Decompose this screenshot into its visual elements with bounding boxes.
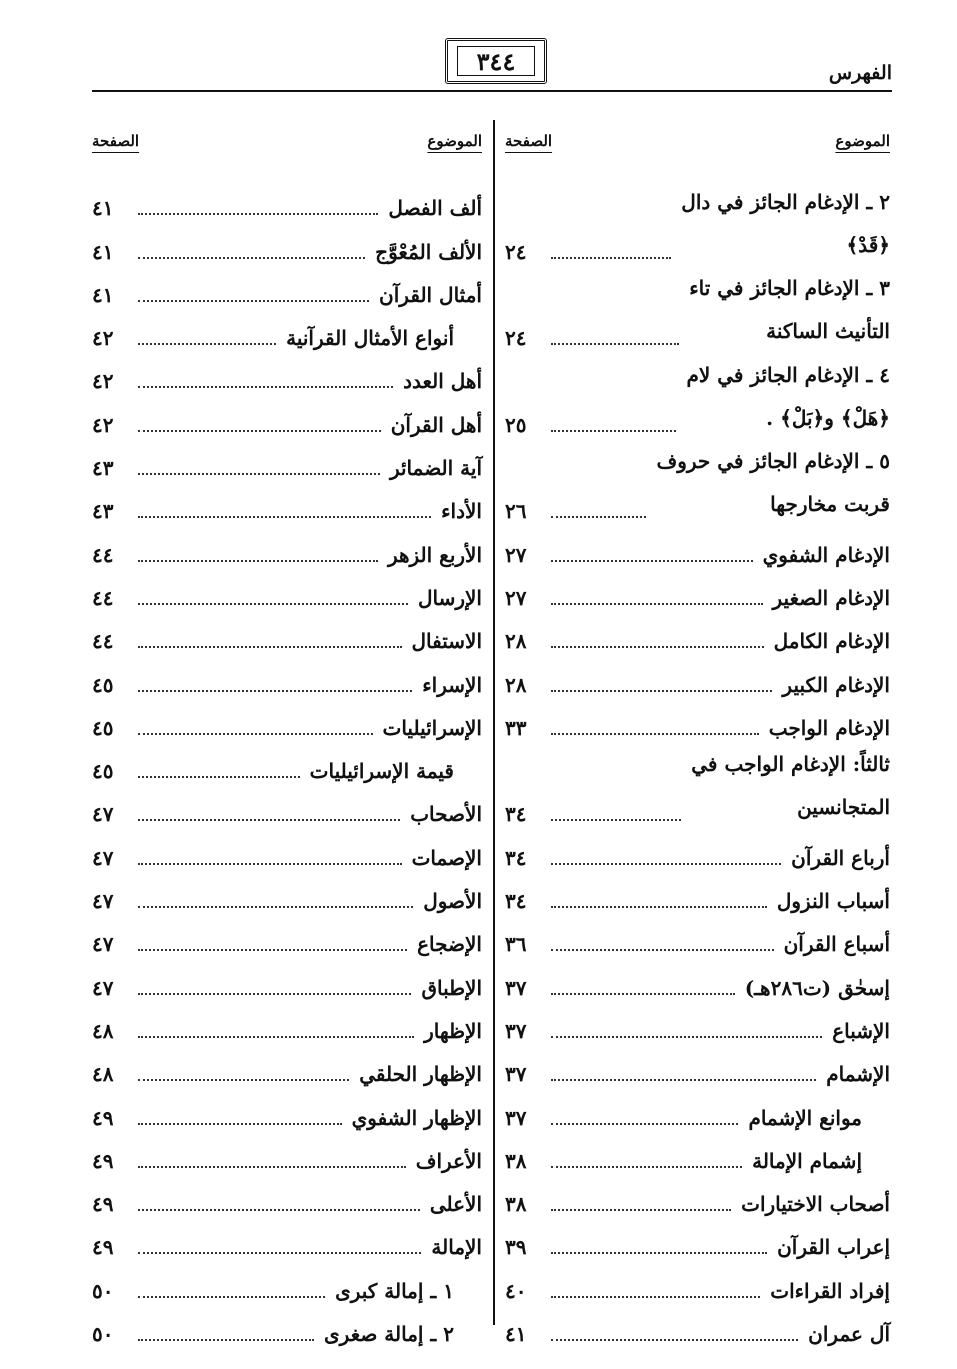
index-entry bbox=[505, 353, 890, 440]
dot-leader bbox=[138, 993, 411, 995]
index-entry bbox=[92, 570, 482, 613]
dot-leader bbox=[551, 343, 679, 345]
entry-topic-line: ٤ ـ الإدغام الجائز في لام bbox=[686, 362, 890, 387]
entry-topic: أهل العدد bbox=[403, 369, 482, 394]
entry-topic: الأعراف bbox=[415, 1148, 482, 1173]
entry-page-number: ٣٣ bbox=[505, 715, 527, 740]
dot-leader bbox=[551, 863, 781, 865]
dot-leader bbox=[551, 1123, 738, 1125]
entry-topic: الإصمات bbox=[411, 845, 482, 870]
entry-page-number: ٤٩ bbox=[92, 1105, 114, 1130]
entry-topic: الإسراء bbox=[422, 672, 482, 697]
entry-topic: أنواع الأمثال القرآنية bbox=[286, 326, 454, 351]
entry-page-number: ٤٢ bbox=[92, 412, 114, 437]
index-entry bbox=[92, 613, 482, 656]
entry-page-number: ٥٠ bbox=[92, 1322, 114, 1347]
index-entry bbox=[92, 959, 482, 1002]
dot-leader bbox=[138, 213, 378, 215]
entry-topic: ٢ ـ إمالة صغرى bbox=[324, 1322, 454, 1347]
left-column bbox=[92, 118, 482, 1349]
dot-leader bbox=[551, 733, 759, 735]
header-rule bbox=[92, 90, 892, 92]
entry-topic: أهل القرآن bbox=[390, 412, 482, 437]
entry-topic: الإسرائيليات bbox=[382, 715, 482, 740]
entry-topic: الإظهار الشفوي bbox=[351, 1105, 482, 1130]
entry-page-number: ٤٧ bbox=[92, 845, 114, 870]
page-heading: الصفحة bbox=[505, 132, 553, 150]
index-entry bbox=[505, 1262, 890, 1305]
right-column-header bbox=[505, 118, 890, 180]
dot-leader bbox=[551, 430, 676, 432]
entry-page-number: ٤٨ bbox=[92, 1062, 114, 1087]
entry-page-number: ٤٠ bbox=[505, 1278, 527, 1303]
index-entry bbox=[92, 267, 482, 310]
dot-leader bbox=[551, 1036, 822, 1038]
index-entry bbox=[92, 1089, 482, 1132]
entry-page-number: ٤١ bbox=[92, 282, 114, 307]
dot-leader bbox=[551, 1296, 760, 1298]
dot-leader bbox=[138, 343, 276, 345]
page-heading: الصفحة bbox=[92, 132, 140, 150]
entry-page-number: ٣٤ bbox=[505, 845, 527, 870]
index-entry bbox=[505, 1306, 890, 1349]
entry-topic: الإظهار bbox=[424, 1018, 482, 1043]
entry-topic: الإرسال bbox=[417, 585, 482, 610]
dot-leader bbox=[138, 733, 373, 735]
dot-leader bbox=[551, 1209, 731, 1211]
index-entry bbox=[505, 570, 890, 613]
entry-page-number: ٣٤ bbox=[505, 802, 527, 827]
entry-topic: أمثال القرآن bbox=[379, 282, 482, 307]
dot-leader bbox=[551, 1166, 742, 1168]
index-entry bbox=[92, 656, 482, 699]
column-divider bbox=[493, 120, 495, 1325]
entry-topic: الأربع الزهر bbox=[387, 542, 482, 567]
index-entry bbox=[92, 700, 482, 743]
entry-topic: الأعلى bbox=[429, 1192, 482, 1217]
entry-page-number: ٢٧ bbox=[505, 585, 527, 610]
entry-page-number: ٢٥ bbox=[505, 412, 527, 437]
entry-topic: آية الضمائر bbox=[389, 456, 482, 481]
entry-page-number: ٤٨ bbox=[92, 1018, 114, 1043]
left-entry-list bbox=[92, 180, 482, 1349]
entry-page-number: ٤٧ bbox=[92, 889, 114, 914]
entry-topic: الإشباع bbox=[832, 1018, 890, 1043]
entry-topic: قيمة الإسرائيليات bbox=[309, 759, 454, 784]
entry-topic: الإدغام الشفوي bbox=[762, 542, 890, 567]
dot-leader bbox=[138, 949, 407, 951]
index-entry bbox=[505, 1003, 890, 1046]
entry-page-number: ٣٦ bbox=[505, 932, 527, 957]
entry-topic: الإطباق bbox=[421, 975, 482, 1000]
entry-page-number: ٤٩ bbox=[92, 1235, 114, 1260]
entry-page-number: ٤٢ bbox=[92, 369, 114, 394]
dot-leader bbox=[138, 560, 378, 562]
entry-page-number: ٤٣ bbox=[92, 499, 114, 524]
entry-topic: إعراب القرآن bbox=[777, 1235, 890, 1260]
index-entry bbox=[505, 267, 890, 354]
index-entry bbox=[505, 743, 890, 830]
index-entry bbox=[92, 873, 482, 916]
dot-leader bbox=[138, 646, 402, 648]
index-entry bbox=[505, 829, 890, 872]
index-entry bbox=[92, 829, 482, 872]
index-entry bbox=[92, 743, 482, 786]
entry-page-number: ٤١ bbox=[92, 239, 114, 264]
entry-topic-line: ﴿قَدْ﴾ bbox=[846, 232, 890, 257]
dot-leader bbox=[551, 1339, 798, 1341]
dot-leader bbox=[138, 1079, 349, 1081]
index-entry bbox=[505, 700, 890, 743]
index-entry bbox=[505, 1219, 890, 1262]
index-entry bbox=[92, 180, 482, 223]
entry-topic: الاستفال bbox=[411, 629, 482, 654]
entry-topic: الإظهار الحلقي bbox=[359, 1062, 482, 1087]
dot-leader bbox=[138, 386, 393, 388]
entry-page-number: ٤٥ bbox=[92, 672, 114, 697]
entry-page-number: ٣٩ bbox=[505, 1235, 527, 1260]
entry-page-number: ٥٠ bbox=[92, 1278, 114, 1303]
topic-heading: الموضوع bbox=[427, 132, 482, 150]
entry-topic: الألف المُعْوَّج bbox=[375, 239, 482, 264]
dot-leader bbox=[138, 906, 413, 908]
entry-topic: الأداء bbox=[441, 499, 482, 524]
entry-topic: أسباب النزول bbox=[776, 889, 890, 914]
index-entry bbox=[92, 786, 482, 829]
entry-page-number: ٣٧ bbox=[505, 975, 527, 1000]
dot-leader bbox=[551, 560, 753, 562]
entry-page-number: ٤٧ bbox=[92, 802, 114, 827]
dot-leader bbox=[138, 1252, 421, 1254]
index-entry bbox=[92, 353, 482, 396]
index-entry bbox=[505, 1089, 890, 1132]
entry-page-number: ٣٨ bbox=[505, 1148, 527, 1173]
entry-topic: أرباع القرآن bbox=[791, 845, 890, 870]
entry-page-number: ٢٦ bbox=[505, 499, 527, 524]
entry-page-number: ٤٤ bbox=[92, 629, 114, 654]
entry-topic: موانع الإشمام bbox=[748, 1105, 862, 1130]
entry-page-number: ٤٧ bbox=[92, 932, 114, 957]
entry-topic: الأصول bbox=[423, 889, 482, 914]
entry-topic: الإدغام الكبير bbox=[782, 672, 890, 697]
dot-leader bbox=[138, 1166, 406, 1168]
index-entry bbox=[505, 1133, 890, 1176]
right-entry-list bbox=[505, 180, 890, 1349]
page-number: ٣٤٤ bbox=[457, 46, 535, 76]
left-column-header bbox=[92, 118, 482, 180]
index-entry bbox=[92, 1003, 482, 1046]
dot-leader bbox=[138, 257, 365, 259]
index-entry bbox=[92, 440, 482, 483]
dot-leader bbox=[138, 863, 402, 865]
entry-page-number: ٢٨ bbox=[505, 672, 527, 697]
dot-leader bbox=[138, 300, 369, 302]
entry-page-number: ٤٣ bbox=[92, 456, 114, 481]
entry-page-number: ٤٥ bbox=[92, 715, 114, 740]
entry-page-number: ٢٤ bbox=[505, 326, 527, 351]
entry-topic-line: ٥ ـ الإدغام الجائز في حروف bbox=[656, 449, 890, 474]
index-entry bbox=[505, 440, 890, 527]
index-entry bbox=[92, 483, 482, 526]
entry-topic: أصحاب الاختيارات bbox=[741, 1192, 890, 1217]
entry-topic-line: ٣ ـ الإدغام الجائز في تاء bbox=[689, 276, 890, 301]
entry-topic: الإضجاع bbox=[417, 932, 482, 957]
index-entry bbox=[92, 310, 482, 353]
index-entry bbox=[505, 613, 890, 656]
entry-topic-line: التأنيث الساكنة bbox=[766, 319, 890, 344]
index-entry bbox=[505, 1046, 890, 1089]
entry-page-number: ٤٢ bbox=[92, 326, 114, 351]
entry-topic: الإمالة bbox=[431, 1235, 482, 1260]
index-entry bbox=[505, 873, 890, 916]
entry-topic: الإدغام الكامل bbox=[773, 629, 890, 654]
dot-leader bbox=[551, 257, 671, 259]
entry-topic: ١ ـ إمالة كبرى bbox=[335, 1278, 454, 1303]
entry-topic-line: ﴿هَلْ﴾ و﴿بَلْ﴾ . bbox=[766, 405, 890, 430]
entry-page-number: ٤٧ bbox=[92, 975, 114, 1000]
dot-leader bbox=[138, 690, 412, 692]
index-entry bbox=[505, 916, 890, 959]
entry-page-number: ٤١ bbox=[505, 1322, 527, 1347]
dot-leader bbox=[138, 473, 380, 475]
dot-leader bbox=[138, 819, 400, 821]
dot-leader bbox=[551, 993, 735, 995]
index-entry bbox=[92, 1046, 482, 1089]
entry-page-number: ٣٧ bbox=[505, 1062, 527, 1087]
entry-page-number: ٢٧ bbox=[505, 542, 527, 567]
entry-topic: الأصحاب bbox=[410, 802, 482, 827]
page-number-frame bbox=[445, 38, 547, 84]
entry-topic-line: ثالثاً: الإدغام الواجب في bbox=[691, 752, 890, 777]
index-entry bbox=[505, 526, 890, 569]
dot-leader bbox=[551, 516, 646, 518]
dot-leader bbox=[551, 1079, 816, 1081]
entry-page-number: ٣٨ bbox=[505, 1192, 527, 1217]
dot-leader bbox=[551, 819, 681, 821]
dot-leader bbox=[551, 906, 767, 908]
dot-leader bbox=[551, 603, 763, 605]
page-header bbox=[92, 38, 892, 94]
index-entry bbox=[92, 526, 482, 569]
entry-page-number: ٤٥ bbox=[92, 759, 114, 784]
dot-leader bbox=[138, 430, 381, 432]
entry-page-number: ٣٤ bbox=[505, 889, 527, 914]
dot-leader bbox=[551, 1252, 767, 1254]
entry-page-number: ٤٤ bbox=[92, 585, 114, 610]
dot-leader bbox=[138, 1339, 314, 1341]
dot-leader bbox=[138, 1209, 420, 1211]
entry-page-number: ٤٩ bbox=[92, 1148, 114, 1173]
index-entry bbox=[92, 1306, 482, 1349]
entry-topic: إشمام الإمالة bbox=[752, 1148, 862, 1173]
entry-topic-line: المتجانسين bbox=[797, 795, 890, 820]
dot-leader bbox=[551, 690, 772, 692]
index-entry bbox=[92, 916, 482, 959]
entry-topic: إفراد القراءات bbox=[770, 1278, 890, 1303]
entry-page-number: ٤١ bbox=[92, 196, 114, 221]
entry-topic-line: ٢ ـ الإدغام الجائز في دال bbox=[681, 189, 890, 214]
entry-page-number: ٤٤ bbox=[92, 542, 114, 567]
entry-topic-line: قربت مخارجها bbox=[770, 492, 890, 517]
entry-topic: الإشمام bbox=[826, 1062, 890, 1087]
index-entry bbox=[92, 1262, 482, 1305]
dot-leader bbox=[138, 516, 431, 518]
index-entry bbox=[92, 1133, 482, 1176]
index-entry bbox=[505, 656, 890, 699]
index-title: الفهرس bbox=[828, 62, 892, 84]
entry-page-number: ٢٨ bbox=[505, 629, 527, 654]
entry-page-number: ٤٩ bbox=[92, 1192, 114, 1217]
topic-heading: الموضوع bbox=[835, 132, 890, 150]
dot-leader bbox=[138, 776, 300, 778]
index-entry bbox=[92, 223, 482, 266]
dot-leader bbox=[138, 1036, 414, 1038]
entry-page-number: ٢٤ bbox=[505, 239, 527, 264]
entry-topic bbox=[683, 267, 890, 353]
entry-topic: الإدغام الصغير bbox=[772, 585, 890, 610]
index-entry bbox=[505, 180, 890, 267]
entry-topic: الإدغام الواجب bbox=[768, 715, 890, 740]
dot-leader bbox=[138, 1296, 325, 1298]
dot-leader bbox=[551, 646, 764, 648]
entry-topic: إسحٰق (ت٢٨٦هـ) bbox=[744, 975, 890, 1000]
index-entry bbox=[92, 1219, 482, 1262]
entry-topic: أسباع القرآن bbox=[783, 932, 890, 957]
index-entry bbox=[92, 1176, 482, 1219]
entry-topic bbox=[680, 354, 890, 440]
entry-topic: آل عمران bbox=[808, 1322, 890, 1347]
entry-topic: ألف الفصل bbox=[388, 196, 482, 221]
dot-leader bbox=[551, 949, 774, 951]
entry-page-number: ٣٧ bbox=[505, 1105, 527, 1130]
entry-topic bbox=[685, 743, 890, 829]
entry-page-number: ٣٧ bbox=[505, 1018, 527, 1043]
index-entry bbox=[505, 959, 890, 1002]
entry-topic bbox=[650, 440, 890, 526]
right-column bbox=[505, 118, 890, 1349]
dot-leader bbox=[138, 603, 408, 605]
index-entry bbox=[92, 396, 482, 439]
index-entry bbox=[505, 1176, 890, 1219]
entry-topic bbox=[675, 181, 890, 267]
dot-leader bbox=[138, 1123, 342, 1125]
